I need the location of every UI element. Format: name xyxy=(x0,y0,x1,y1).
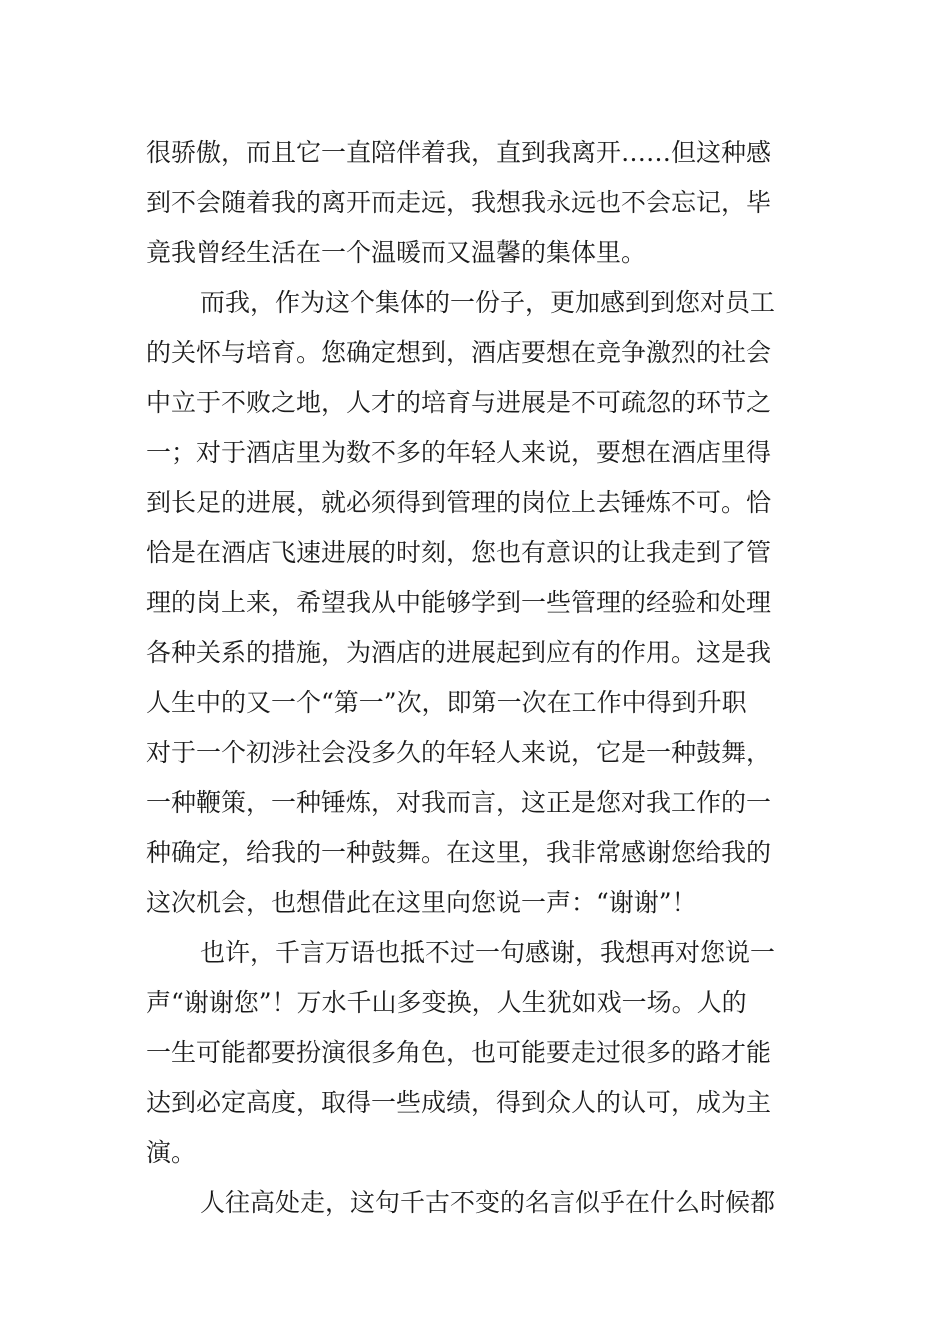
text-line: 很骄傲，而且它一直陪伴着我，直到我离开……但这种感 xyxy=(146,138,772,167)
text-line: 到长足的进展，就必须得到管理的岗位上去锤炼不可。恰 xyxy=(146,488,772,517)
text-line: 演。 xyxy=(146,1138,197,1167)
text-line: 理的岗上来，希望我从中能够学到一些管理的经验和处理 xyxy=(146,588,772,617)
text-line: 一种鞭策，一种锤炼，对我而言，这正是您对我工作的一 xyxy=(146,788,772,817)
text-line: 中立于不败之地，人才的培育与进展是不可疏忽的环节之 xyxy=(146,388,772,417)
text-line: 达到必定高度，取得一些成绩，得到众人的认可，成为主 xyxy=(146,1088,772,1117)
paragraph-start-line: 也许，千言万语也抵不过一句感谢，我想再对您说一 xyxy=(200,938,776,967)
text-line: 一生可能都要扮演很多角色，也可能要走过很多的路才能 xyxy=(146,1038,772,1067)
text-line: 恰是在酒店飞速进展的时刻，您也有意识的让我走到了管 xyxy=(146,538,772,567)
text-line: 一；对于酒店里为数不多的年轻人来说，要想在酒店里得 xyxy=(146,438,772,467)
text-line: 这次机会，也想借此在这里向您说一声：“谢谢”！ xyxy=(146,888,697,917)
text-line: 到不会随着我的离开而走远，我想我永远也不会忘记，毕 xyxy=(146,188,772,217)
text-line: 声“谢谢您”！万水千山多变换，人生犹如戏一场。人的 xyxy=(146,988,747,1017)
document-body xyxy=(146,128,816,1228)
text-line: 种确定，给我的一种鼓舞。在这里，我非常感谢您给我的 xyxy=(146,838,772,867)
text-line: 的关怀与培育。您确定想到，酒店要想在竞争激烈的社会 xyxy=(146,338,772,367)
text-line: 各种关系的措施，为酒店的进展起到应有的作用。这是我 xyxy=(146,638,772,667)
paragraph-start-line: 人往高处走，这句千古不变的名言似乎在什么时候都 xyxy=(200,1188,776,1217)
text-line: 对于一个初涉社会没多久的年轻人来说，它是一种鼓舞， xyxy=(146,738,772,767)
text-line: 竟我曾经生活在一个温暖而又温馨的集体里。 xyxy=(146,238,647,267)
text-line: 人生中的又一个“第一”次，即第一次在工作中得到升职 xyxy=(146,688,747,717)
paragraph-start-line: 而我，作为这个集体的一份子，更加感到到您对员工 xyxy=(200,288,776,317)
